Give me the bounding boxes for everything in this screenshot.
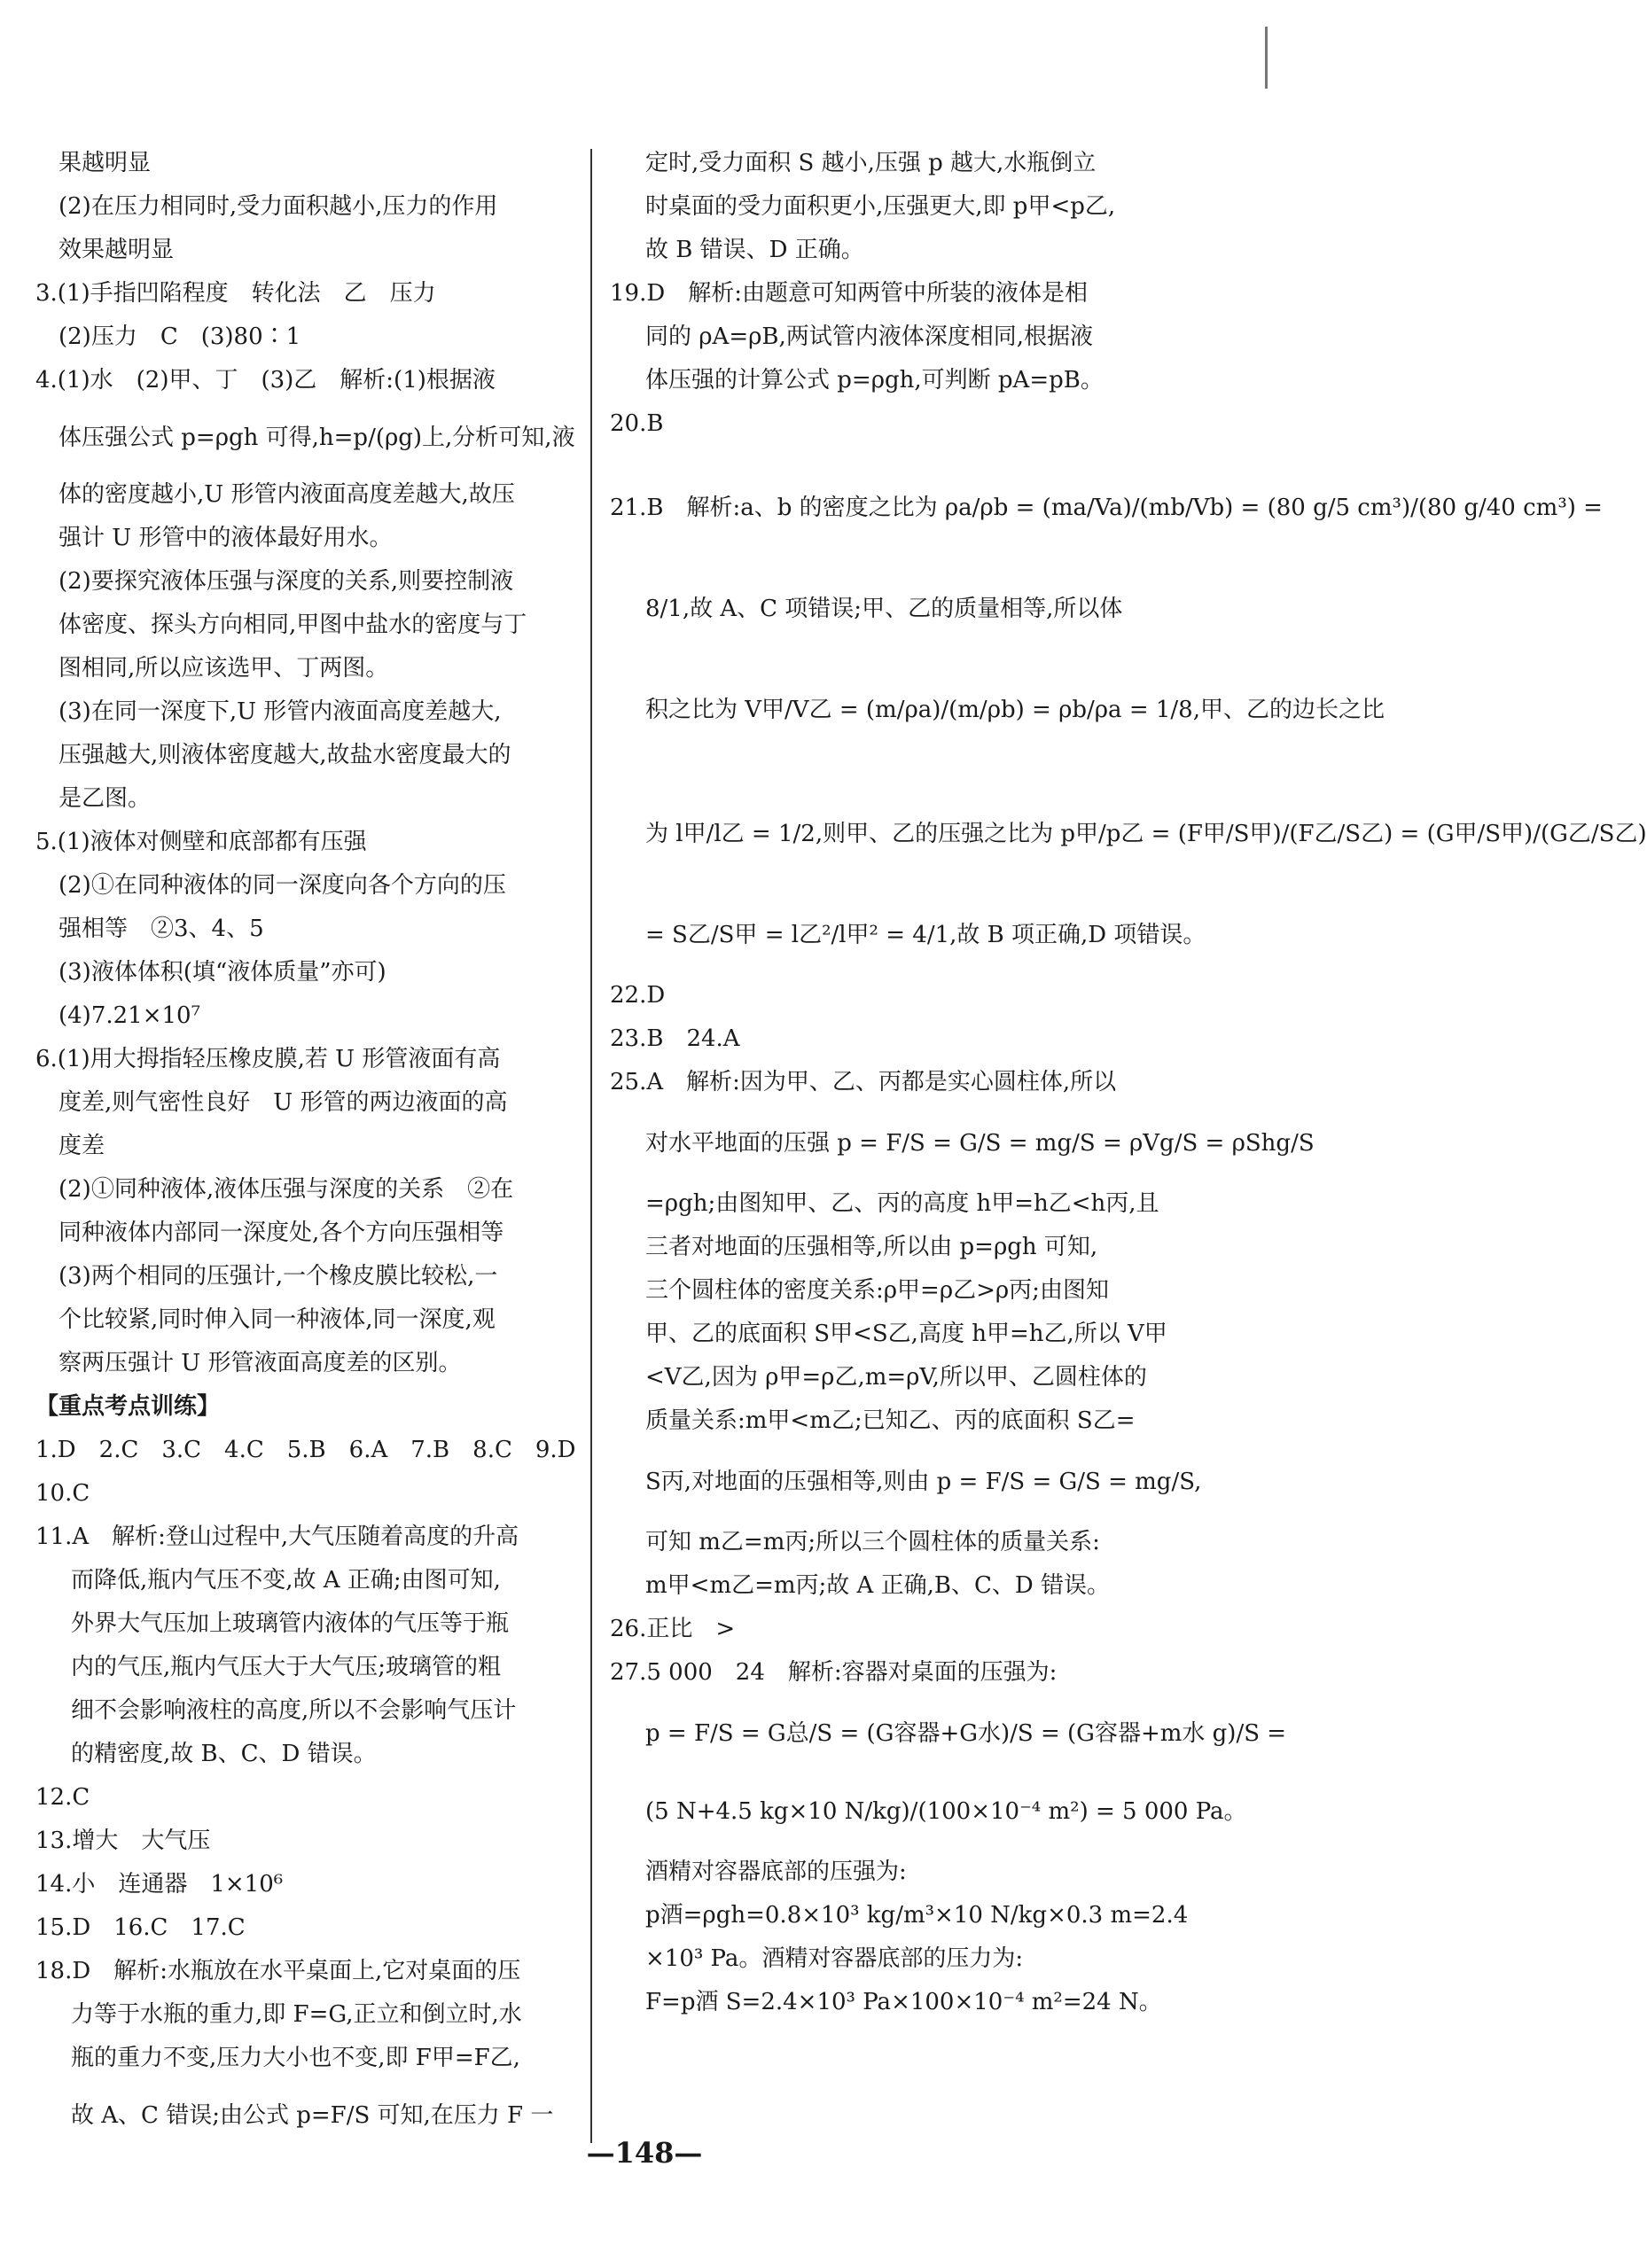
text-line: 力等于水瓶的重力,即 F=G,正立和倒立时,水 [71, 2001, 522, 2028]
text-line: ×10³ Pa。酒精对容器底部的压力为: [645, 1945, 1024, 1972]
text-line: 体的密度越小,U 形管内液面高度差越大,故压 [59, 481, 515, 508]
text-line: 14.小 连通器 1×10⁶ [35, 1871, 284, 1898]
text-line: 12.C [35, 1784, 90, 1811]
text-line: (4)7.21×10⁷ [59, 1002, 201, 1029]
text-line: 个比较紧,同时伸入同一种液体,同一深度,观 [59, 1306, 496, 1333]
text-line: 20.B [610, 410, 664, 437]
equation-line: 为 l甲/l乙 = 1/2,则甲、乙的压强之比为 p甲/p乙 = (F甲/S甲)/(F乙/S乙) = (G甲/S甲)/(G乙/S乙) [645, 821, 1647, 847]
text-line: 19.D 解析:由题意可知两管中所装的液体是相 [610, 280, 1088, 307]
text-line: (2)①在同种液体的同一深度向各个方向的压 [59, 872, 506, 899]
column-divider [590, 149, 592, 2143]
equation-line: (5 N+4.5 kg×10 N/kg)/(100×10⁻⁴ m²) = 5 000 Pa。 [645, 1798, 1247, 1825]
text-line: 23.B 24.A [610, 1025, 740, 1052]
text-line: (3)液体体积(填“液体质量”亦可) [59, 959, 386, 986]
text-line: 5.(1)液体对侧壁和底部都有压强 [35, 829, 367, 855]
text-line: 是乙图。 [59, 785, 152, 812]
text-line: 效果越明显 [59, 237, 175, 263]
text-line: (3)两个相同的压强计,一个橡皮膜比较松,一 [59, 1263, 498, 1290]
page-edge-mark [1265, 27, 1268, 89]
text-line: 4.(1)水 (2)甲、丁 (3)乙 解析:(1)根据液 [35, 367, 496, 394]
text-line: 10.C [35, 1480, 90, 1507]
text-line: 6.(1)用大拇指轻压橡皮膜,若 U 形管液面有高 [35, 1046, 501, 1072]
text-line: m甲<m乙=m丙;故 A 正确,B、C、D 错误。 [645, 1572, 1110, 1599]
equation-line: 积之比为 V甲/V乙 = (m/ρa)/(m/ρb) = ρb/ρa = 1/8,甲、乙的边长之比 [645, 697, 1385, 723]
right-column [610, 142, 1647, 2024]
text-line: 度差,则气密性良好 U 形管的两边液面的高 [59, 1089, 508, 1116]
text-line: 体密度、探头方向相同,甲图中盐水的密度与丁 [59, 612, 527, 638]
text-line: 8/1,故 A、C 项错误;甲、乙的质量相等,所以体 [645, 596, 1123, 622]
text-line: (3)在同一深度下,U 形管内液面高度差越大, [59, 698, 502, 725]
text-line: 质量关系:m甲<m乙;已知乙、丙的底面积 S乙= [645, 1407, 1136, 1434]
text-line: 强计 U 形管中的液体最好用水。 [59, 525, 393, 551]
equation-line: p = F/S = G总/S = (G容器+G水)/S = (G容器+m水 g)/S = [645, 1720, 1287, 1747]
page-number: —148— [586, 2136, 703, 2170]
text-line: 压强越大,则液体密度越大,故盐水密度最大的 [59, 742, 511, 768]
text-line: 酒精对容器底部的压强为: [645, 1859, 907, 1885]
text-line: 18.D 解析:水瓶放在水平桌面上,它对桌面的压 [35, 1958, 521, 1984]
text-line: 定时,受力面积 S 越小,压强 p 越大,水瓶倒立 [645, 150, 1097, 176]
text-line: 同种液体内部同一深度处,各个方向压强相等 [59, 1220, 504, 1246]
text-line: 果越明显 [59, 150, 152, 176]
text-line: 26.正比 > [610, 1616, 736, 1642]
text-line: (2)①同种液体,液体压强与深度的关系 ②在 [59, 1176, 514, 1203]
text-line: 强相等 ②3、4、5 [59, 916, 264, 942]
text-line: 三者对地面的压强相等,所以由 p=ρgh 可知, [645, 1234, 1098, 1260]
text-line: 1.D 2.C 3.C 4.C 5.B 6.A 7.B 8.C 9.D [35, 1437, 576, 1463]
equation-line: 对水平地面的压强 p = F/S = G/S = mg/S = ρVg/S = ρShg/S [645, 1130, 1315, 1157]
text-line: 度差 [59, 1133, 105, 1159]
text-line: 故 B 错误、D 正确。 [645, 237, 864, 263]
text-line: 三个圆柱体的密度关系:ρ甲=ρ乙>ρ丙;由图知 [645, 1277, 1109, 1304]
equation-line: 21.B 解析:a、b 的密度之比为 ρa/ρb = (ma/Va)/(mb/Vb) = (80 g/5 cm³)/(80 g/40 cm³) = [610, 495, 1603, 521]
text-line: 13.增大 大气压 [35, 1828, 211, 1854]
text-line: 11.A 解析:登山过程中,大气压随着高度的升高 [35, 1524, 519, 1550]
text-line: 瓶的重力不变,压力大小也不变,即 F甲=F乙, [71, 2045, 520, 2071]
text-line: 15.D 16.C 17.C [35, 1914, 246, 1941]
text-line: <V乙,因为 ρ甲=ρ乙,m=ρV,所以甲、乙圆柱体的 [645, 1364, 1147, 1391]
text-line: 外界大气压加上玻璃管内液体的气压等于瓶 [71, 1610, 510, 1637]
text-line: =ρgh;由图知甲、乙、丙的高度 h甲=h乙<h丙,且 [645, 1190, 1159, 1217]
text-line: 25.A 解析:因为甲、乙、丙都是实心圆柱体,所以 [610, 1069, 1117, 1095]
text-line: 22.D [610, 982, 666, 1009]
text-line: (2)要探究液体压强与深度的关系,则要控制液 [59, 568, 514, 595]
text-line: (2)在压力相同时,受力面积越小,压力的作用 [59, 193, 498, 220]
text-line: p酒=ρgh=0.8×10³ kg/m³×10 N/kg×0.3 m=2.4 [645, 1902, 1189, 1929]
text-line: 的精密度,故 B、C、D 错误。 [71, 1741, 377, 1767]
equation-line: S丙,对地面的压强相等,则由 p = F/S = G/S = mg/S, [645, 1469, 1202, 1495]
text-line: 而降低,瓶内气压不变,故 A 正确;由图可知, [71, 1567, 501, 1594]
text-line: 3.(1)手指凹陷程度 转化法 乙 压力 [35, 280, 436, 307]
text-line: 内的气压,瓶内气压大于大气压;玻璃管的粗 [71, 1654, 502, 1680]
text-line: 故 A、C 错误;由公式 p=F/S 可知,在压力 F 一 [71, 2102, 554, 2129]
text-line: 甲、乙的底面积 S甲<S乙,高度 h甲=h乙,所以 V甲 [645, 1321, 1167, 1347]
text-line: 同的 ρA=ρB,两试管内液体深度相同,根据液 [645, 323, 1094, 350]
text-line: 图相同,所以应该选甲、丁两图。 [59, 655, 389, 682]
equation-line: = S乙/S甲 = l乙²/l甲² = 4/1,故 B 项正确,D 项错误。 [645, 922, 1206, 948]
text-line: 细不会影响液柱的高度,所以不会影响气压计 [71, 1697, 517, 1724]
text-line: 体压强的计算公式 p=ρgh,可判断 pA=pB。 [645, 367, 1104, 394]
text-line: 27.5 000 24 解析:容器对桌面的压强为: [610, 1659, 1058, 1686]
text-line: 时桌面的受力面积更小,压强更大,即 p甲<p乙, [645, 193, 1116, 220]
text-line: 察两压强计 U 形管液面高度差的区别。 [59, 1350, 462, 1376]
text-line: 可知 m乙=m丙;所以三个圆柱体的质量关系: [645, 1529, 1100, 1555]
text-line: (2)压力 C (3)80∶1 [59, 323, 301, 350]
section-heading: 【重点考点训练】 [35, 1393, 221, 1420]
text-line: 体压强公式 p=ρgh 可得,h=p/(ρg)上,分析可知,液 [59, 425, 575, 451]
text-line: F=p酒 S=2.4×10³ Pa×100×10⁻⁴ m²=24 N。 [645, 1989, 1162, 2015]
left-column [35, 142, 578, 2151]
